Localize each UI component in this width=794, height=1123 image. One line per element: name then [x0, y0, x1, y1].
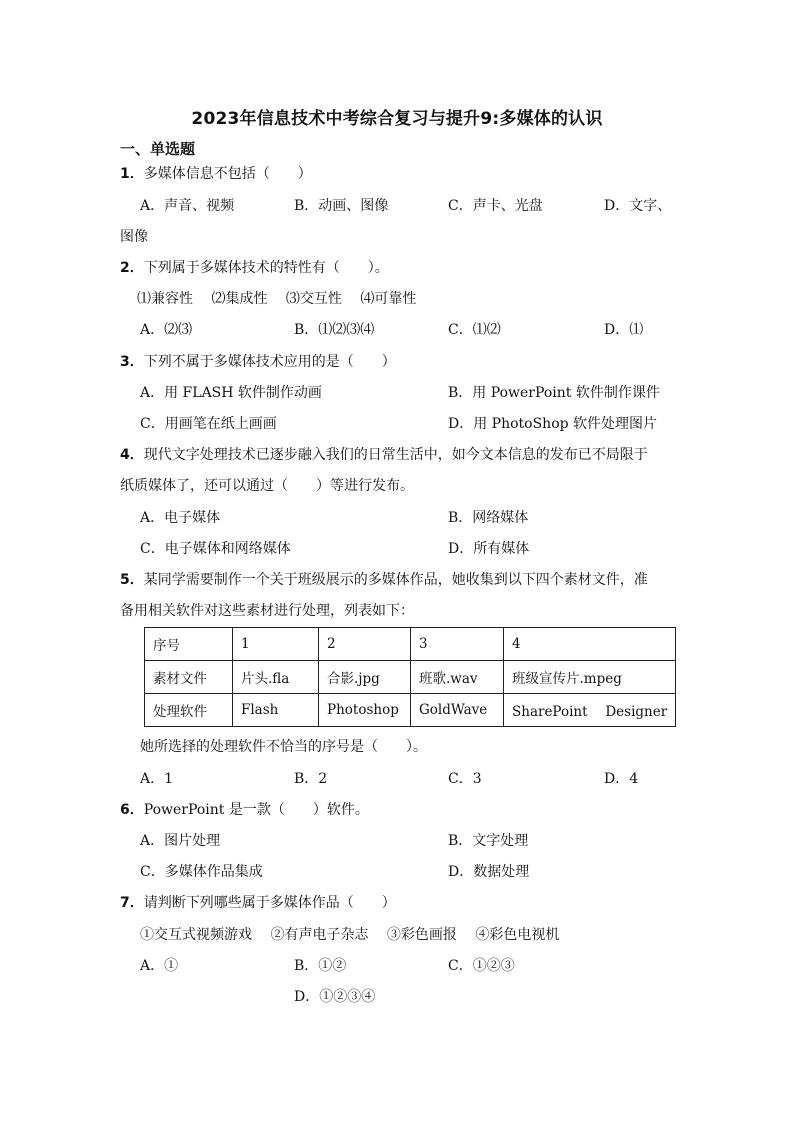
option-d: D．文字、: [604, 198, 672, 214]
table-cell: 2: [319, 628, 411, 661]
option-c: C．3: [448, 771, 482, 787]
option-b: B．网络媒体: [448, 510, 529, 526]
option-d: D．①②③④: [294, 989, 376, 1005]
table-cell: 素材文件: [145, 661, 233, 694]
question-stem-line-1: 现代文字处理技术已逐步融入我们的日常生活中，如今文本信息的发布已不局限于: [143, 447, 648, 463]
option-a: A．①: [140, 958, 179, 974]
question-number: 2．: [120, 260, 144, 276]
option-a: A．电子媒体: [140, 510, 221, 526]
table-row: [145, 694, 676, 727]
question-stem: PowerPoint 是一款（ ）软件。: [143, 802, 369, 818]
question-followup: 她所选择的处理软件不恰当的序号是（ ）。: [140, 739, 427, 755]
question-number: 1．: [120, 166, 144, 182]
question-stem-line-1: 某同学需要制作一个关于班级展示的多媒体作品，她收集到以下四个素材文件，准: [143, 572, 648, 588]
table-cell: 班歌.wav: [411, 661, 504, 694]
option-b: B．⑴⑵⑶⑷: [294, 322, 375, 338]
option-d: D．⑴: [604, 322, 644, 338]
table-cell: 3: [411, 628, 504, 661]
question-5: [120, 570, 648, 590]
option-d: D．用 PhotoShop 软件处理图片: [448, 416, 658, 432]
question-7: [120, 893, 396, 913]
table-row: [145, 628, 676, 661]
option-b: B．文字处理: [448, 833, 529, 849]
table-cell: 合影.jpg: [319, 661, 411, 694]
question-3: [120, 352, 396, 372]
question-number: 7．: [120, 895, 144, 911]
question-number: 6．: [120, 802, 144, 818]
table-cell: GoldWave: [411, 694, 504, 727]
question-2: [120, 258, 389, 278]
section-heading: 一、单选题: [120, 140, 196, 158]
table-cell: 处理软件: [145, 694, 233, 727]
question-4: [120, 445, 648, 465]
question-number: 4．: [120, 447, 144, 463]
table-cell: Photoshop: [319, 694, 411, 727]
option-c: C．①②③: [448, 958, 515, 974]
option-c: C．电子媒体和网络媒体: [140, 541, 291, 557]
question-stem: 请判断下列哪些属于多媒体作品（ ）: [143, 895, 396, 911]
table-cell: 序号: [145, 628, 233, 661]
option-a: A．用 FLASH 软件制作动画: [140, 385, 322, 401]
question-stem: 多媒体信息不包括（ ）: [143, 166, 312, 182]
table-cell: 班级宣传片.mpeg: [504, 661, 676, 694]
option-a: A．1: [140, 771, 174, 787]
option-c: C．⑴⑵: [448, 322, 501, 338]
table-row: [145, 661, 676, 694]
question-6: [120, 800, 369, 820]
question-items: ①交互式视频游戏 ②有声电子杂志 ③彩色画报 ④彩色电视机: [140, 927, 560, 943]
option-b: B．2: [294, 771, 328, 787]
table-cell: SharePoint Designer: [504, 694, 676, 727]
table-cell: 4: [504, 628, 676, 661]
table-cell: 片头.fla: [233, 661, 319, 694]
option-b: B．①②: [294, 958, 347, 974]
option-b: B．用 PowerPoint 软件制作课件: [448, 385, 660, 401]
question-items: ⑴兼容性 ⑵集成性 ⑶交互性 ⑷可靠性: [137, 291, 417, 307]
option-b: B．动画、图像: [294, 198, 389, 214]
question-stem: 下列属于多媒体技术的特性有（ ）。: [143, 260, 389, 276]
option-c: C．用画笔在纸上画画: [140, 416, 277, 432]
option-a: A．⑵⑶: [140, 322, 193, 338]
page-title: 2023年信息技术中考综合复习与提升9:多媒体的认识: [191, 109, 603, 129]
option-d: D．所有媒体: [448, 541, 530, 557]
question-stem: 下列不属于多媒体技术应用的是（ ）: [143, 354, 396, 370]
materials-table: [144, 627, 676, 727]
question-stem-line-2: 纸质媒体了，还可以通过（ ）等进行发布。: [120, 478, 414, 494]
option-d-continuation: 图像: [120, 229, 148, 245]
option-c: C．多媒体作品集成: [140, 864, 263, 880]
question-number: 3．: [120, 354, 144, 370]
option-a: A．声音、视频: [140, 198, 235, 214]
option-a: A．图片处理: [140, 833, 221, 849]
option-d: D．数据处理: [448, 864, 530, 880]
question-stem-line-2: 备用相关软件对这些素材进行处理，列表如下：: [120, 603, 414, 619]
question-number: 5．: [120, 572, 144, 588]
option-c: C．声卡、光盘: [448, 198, 543, 214]
table-cell: 1: [233, 628, 319, 661]
option-d: D．4: [604, 771, 639, 787]
question-1: [120, 164, 312, 184]
table-cell: Flash: [233, 694, 319, 727]
